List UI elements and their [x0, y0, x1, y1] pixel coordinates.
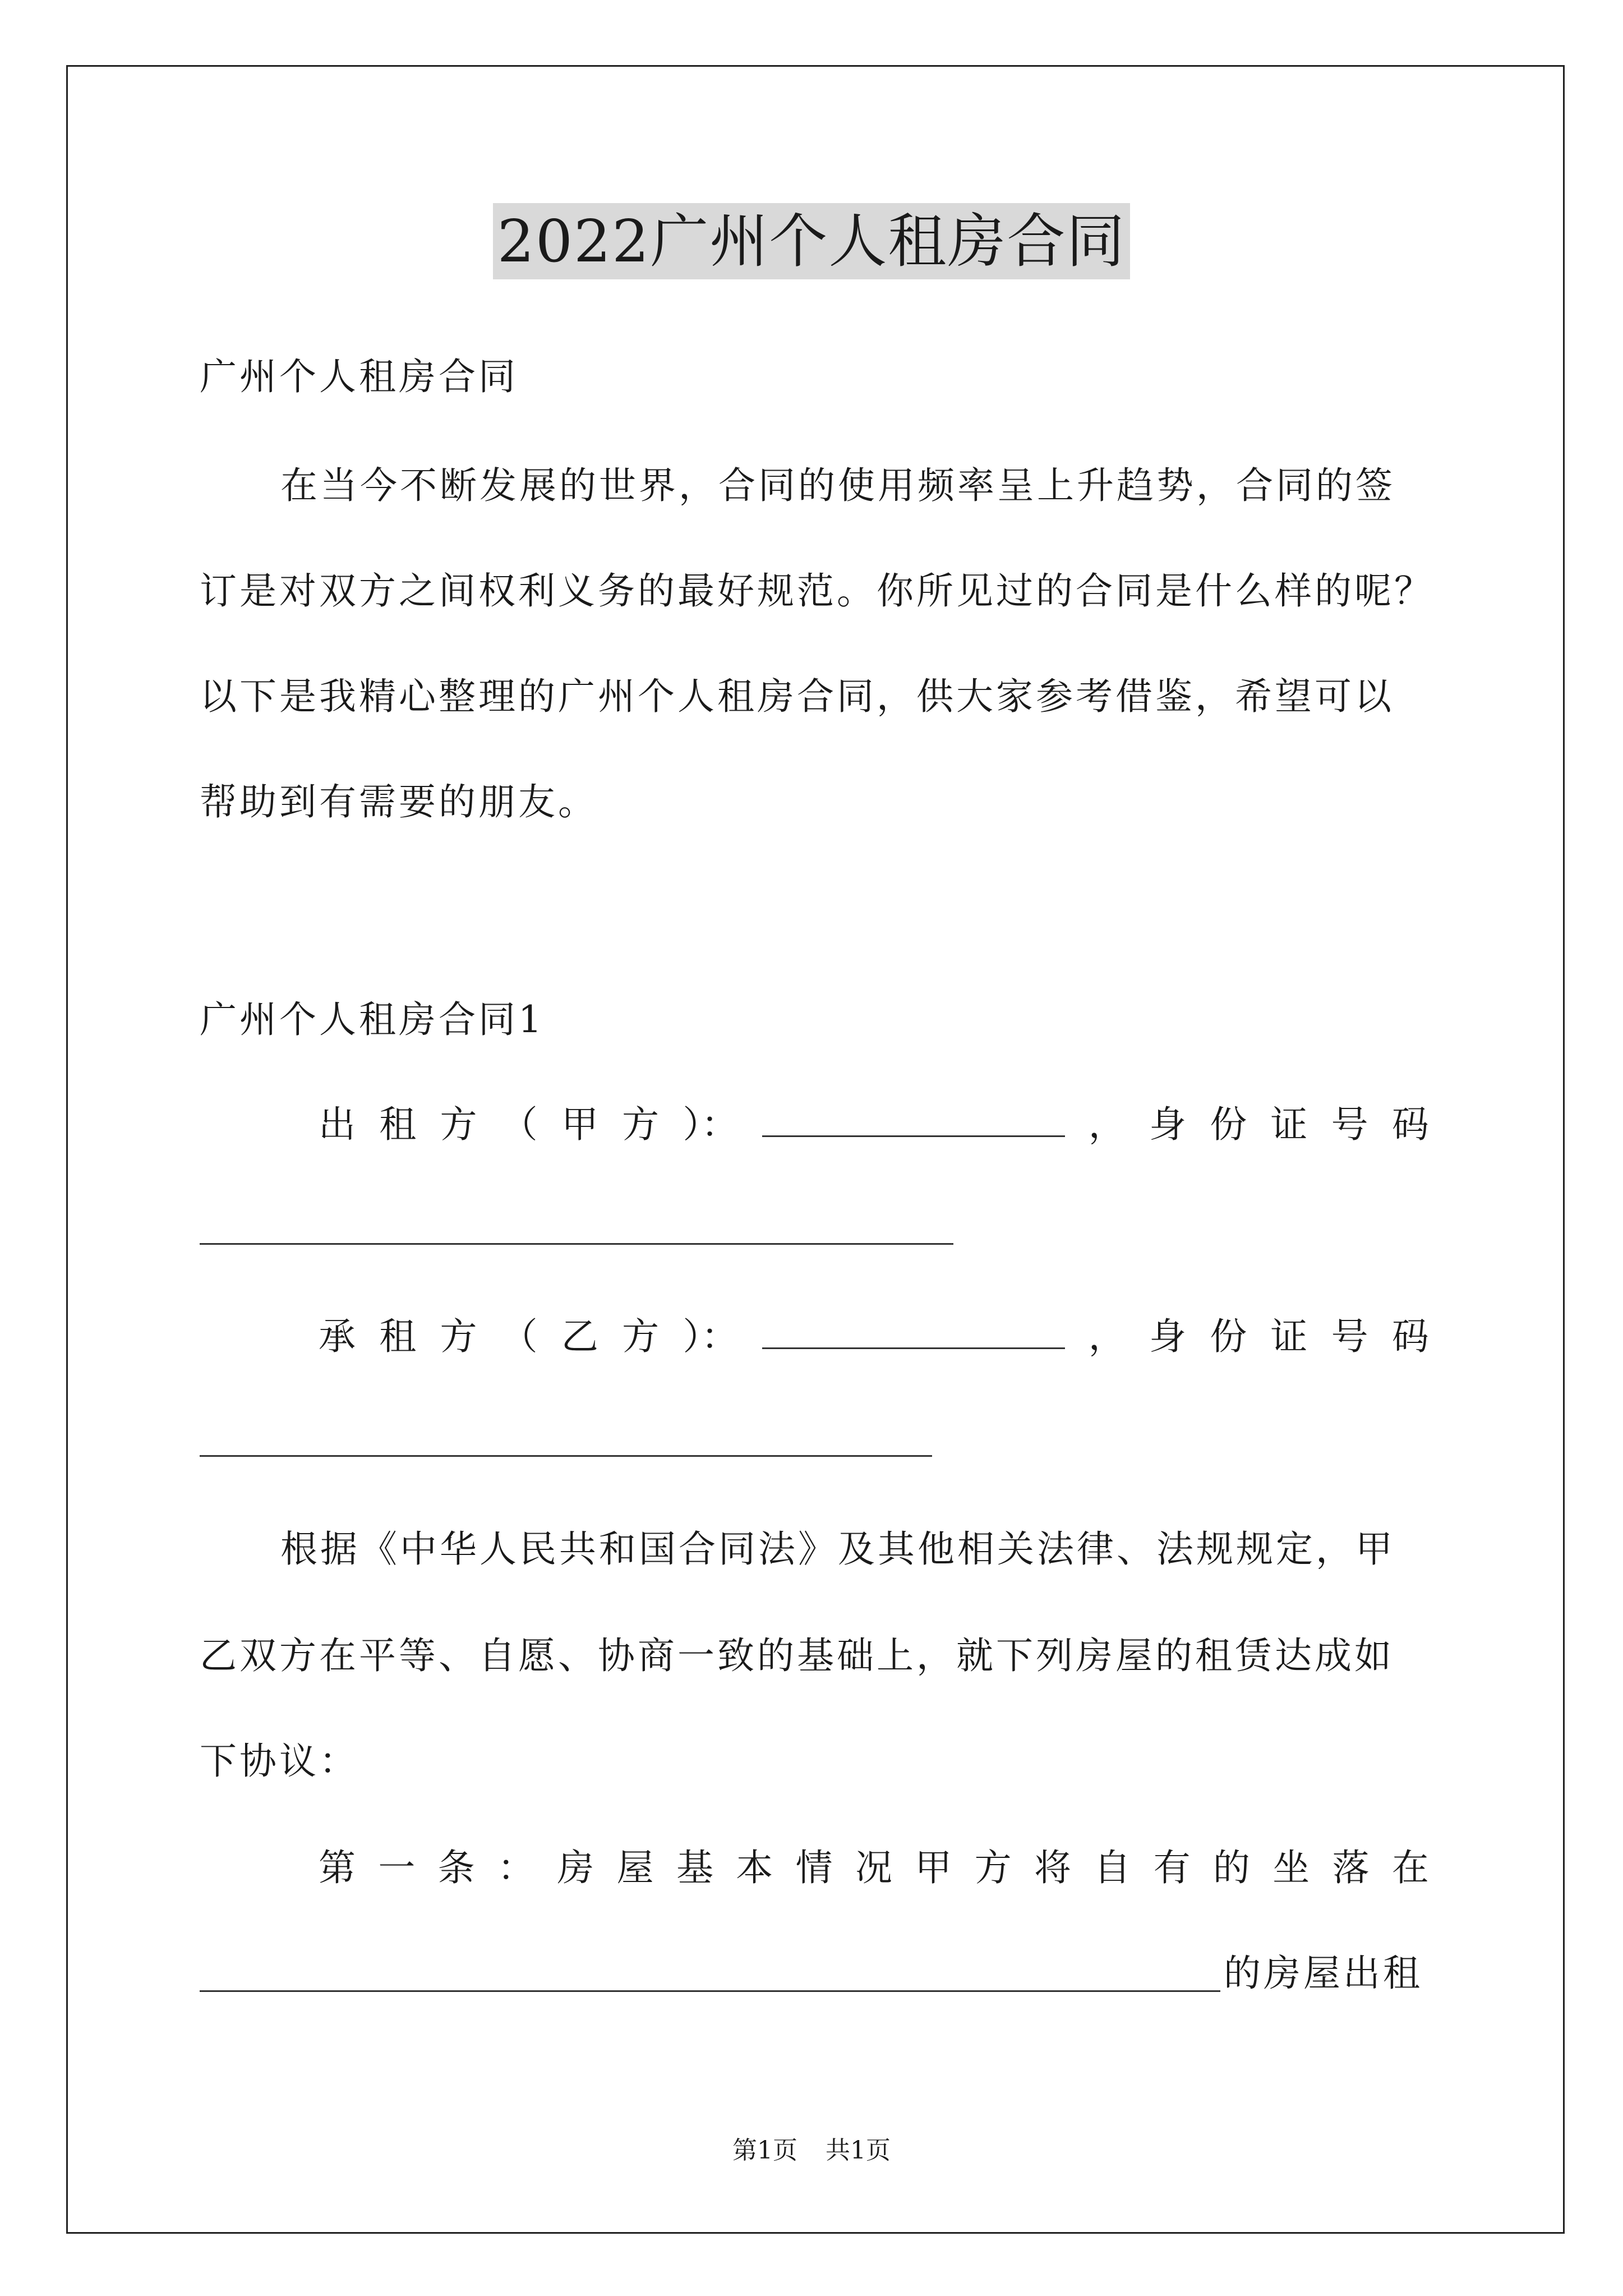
party-a-char: ）：	[683, 1103, 739, 1146]
article1-char: 甲	[915, 1846, 952, 1889]
article1-char: 房	[557, 1846, 594, 1889]
party-b-id-char: 码	[1391, 1315, 1429, 1358]
article1-char: 落	[1332, 1846, 1370, 1889]
article1-tail: 的房屋出租	[1224, 1952, 1423, 1995]
article1-char: 方	[974, 1846, 1012, 1889]
party-b-id-char: 身	[1149, 1315, 1186, 1358]
page-footer	[0, 2135, 1623, 2166]
article1-line	[319, 1846, 1429, 1890]
party-a-char: 出	[319, 1103, 356, 1146]
party-b-char: 乙	[561, 1315, 598, 1358]
party-b-id-char: 证	[1270, 1315, 1308, 1358]
document-title: 2022广州个人租房合同	[493, 203, 1131, 279]
article1-char: 第	[319, 1846, 356, 1889]
article1-char: 况	[855, 1846, 892, 1889]
party-b-separator: ，	[1088, 1315, 1126, 1358]
article1-char: 屋	[616, 1846, 654, 1889]
article1-location-blank[interactable]	[200, 1990, 1220, 1992]
article1-char: 的	[1212, 1846, 1250, 1889]
party-a-char: 方	[622, 1103, 660, 1146]
party-a-char: 租	[379, 1103, 417, 1146]
page-total: 共1页	[826, 2136, 891, 2165]
intro-line-2: 订是对双方之间权利义务的最好规范。你所见过的合同是什么样的呢？	[200, 569, 1434, 613]
article1-char: 本	[736, 1846, 773, 1889]
party-b-id-blank[interactable]	[200, 1455, 932, 1457]
article1-char: 基	[676, 1846, 713, 1889]
article1-char: 有	[1153, 1846, 1191, 1889]
article1-char: 一	[378, 1846, 416, 1889]
party-b-char: 承	[319, 1315, 356, 1358]
party-b-line	[319, 1314, 1429, 1359]
party-a-id-blank[interactable]	[200, 1243, 953, 1245]
document-subtitle: 广州个人租房合同	[200, 355, 518, 398]
party-a-id-char: 份	[1210, 1103, 1247, 1146]
page-current: 第1页	[732, 2136, 797, 2165]
party-b-char: ）：	[683, 1315, 739, 1358]
section-heading: 广州个人租房合同1	[200, 998, 545, 1041]
article1-char: 在	[1391, 1846, 1429, 1889]
party-a-id-char: 证	[1270, 1103, 1308, 1146]
party-a-char: （	[500, 1103, 538, 1146]
intro-line-3: 以下是我精心整理的广州个人租房合同，供大家参考借鉴，希望可以	[200, 675, 1394, 718]
party-b-name-blank[interactable]	[762, 1314, 1065, 1349]
article1-char: 坐	[1272, 1846, 1310, 1889]
basis-line-3: 下协议：	[200, 1740, 359, 1783]
article1-char: 条	[437, 1846, 475, 1889]
basis-line-2: 乙双方在平等、自愿、协商一致的基础上，就下列房屋的租赁达成如	[200, 1634, 1394, 1677]
party-b-id-char: 份	[1210, 1315, 1247, 1358]
article1-char: 将	[1034, 1846, 1071, 1889]
party-a-line	[319, 1102, 1429, 1147]
party-a-separator: ，	[1088, 1103, 1126, 1146]
title-wrap	[0, 203, 1623, 279]
party-a-name-blank[interactable]	[762, 1102, 1065, 1137]
article1-char: 自	[1094, 1846, 1131, 1889]
basis-line-1: 根据《中华人民共和国合同法》及其他相关法律、法规规定，甲	[280, 1527, 1395, 1571]
party-b-char: 租	[379, 1315, 417, 1358]
intro-line-4: 帮助到有需要的朋友。	[200, 780, 598, 823]
party-b-char: （	[500, 1315, 538, 1358]
article1-char: 情	[795, 1846, 833, 1889]
party-b-char: 方	[440, 1315, 477, 1358]
party-a-char: 方	[440, 1103, 477, 1146]
party-b-id-char: 号	[1331, 1315, 1368, 1358]
article1-char: ：	[497, 1846, 534, 1889]
party-a-id-char: 号	[1331, 1103, 1368, 1146]
party-a-id-char: 码	[1391, 1103, 1429, 1146]
party-a-char: 甲	[561, 1103, 598, 1146]
intro-line-1: 在当今不断发展的世界，合同的使用频率呈上升趋势，合同的签	[280, 464, 1395, 507]
party-a-id-char: 身	[1149, 1103, 1186, 1146]
party-b-char: 方	[622, 1315, 660, 1358]
